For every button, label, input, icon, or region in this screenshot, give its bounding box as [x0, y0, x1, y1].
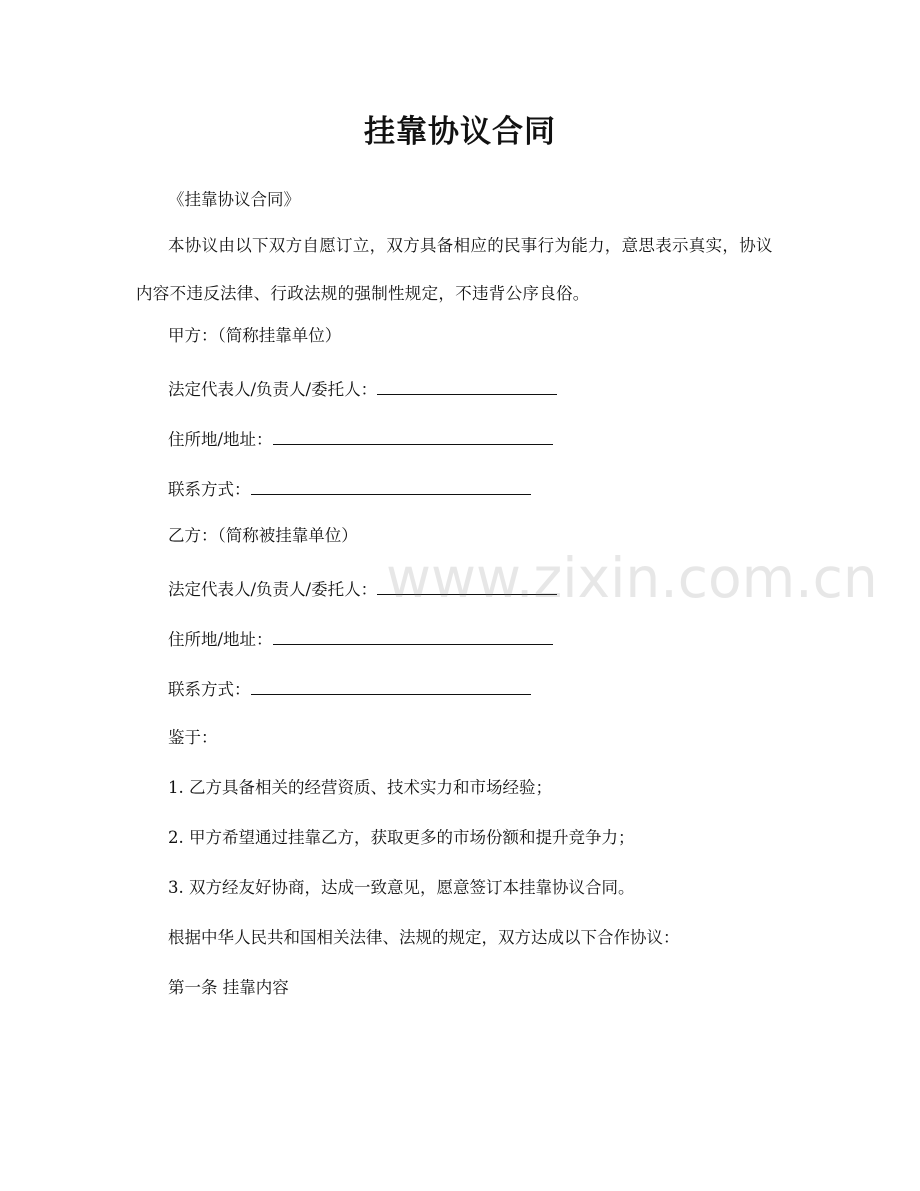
party-a-representative-label: 法定代表人/负责人/委托人：	[168, 380, 378, 399]
party-b-heading: 乙方：（简称被挂靠单位）	[168, 526, 358, 545]
party-b-representative-blank	[377, 576, 557, 595]
legal-basis-line: 根据中华人民共和国相关法律、法规的规定，双方达成以下合作协议：	[168, 928, 680, 947]
article-1-heading: 第一条 挂靠内容	[168, 978, 289, 997]
watermark-text: www.zixin.com.cn	[386, 546, 878, 610]
whereas-item-3: 3. 双方经友好协商，达成一致意见，愿意签订本挂靠协议合同。	[168, 878, 635, 897]
party-a-address-row	[168, 426, 553, 452]
whereas-item-1: 1. 乙方具备相关的经营资质、技术实力和市场经验；	[168, 778, 552, 797]
whereas-heading: 鉴于：	[168, 728, 218, 747]
party-b-contact-label: 联系方式：	[168, 680, 251, 699]
party-b-representative-row	[168, 576, 557, 602]
intro-paragraph: 本协议由以下双方自愿订立，双方具备相应的民事行为能力，意思表示真实，协议内容不违反法律、行政法规的强制性规定，不违背公序良俗。	[136, 236, 773, 303]
party-b-contact-row	[168, 676, 531, 702]
document-title: 挂靠协议合同	[364, 114, 556, 150]
party-a-contact-label: 联系方式：	[168, 480, 251, 499]
party-b-address-label: 住所地/地址：	[168, 630, 273, 649]
party-a-address-label: 住所地/地址：	[168, 430, 273, 449]
party-a-address-blank	[273, 426, 553, 445]
party-b-address-blank	[273, 626, 553, 645]
party-a-heading: 甲方：（简称挂靠单位）	[168, 326, 342, 345]
party-a-contact-row	[168, 476, 531, 502]
party-a-representative-blank	[377, 376, 557, 395]
party-b-representative-label: 法定代表人/负责人/委托人：	[168, 580, 378, 599]
party-b-contact-blank	[251, 676, 531, 695]
party-a-representative-row	[168, 376, 557, 402]
party-a-contact-blank	[251, 476, 531, 495]
whereas-item-2: 2. 甲方希望通过挂靠乙方，获取更多的市场份额和提升竞争力；	[168, 828, 635, 847]
document-subtitle: 《挂靠协议合同》	[168, 190, 300, 209]
party-b-address-row	[168, 626, 553, 652]
